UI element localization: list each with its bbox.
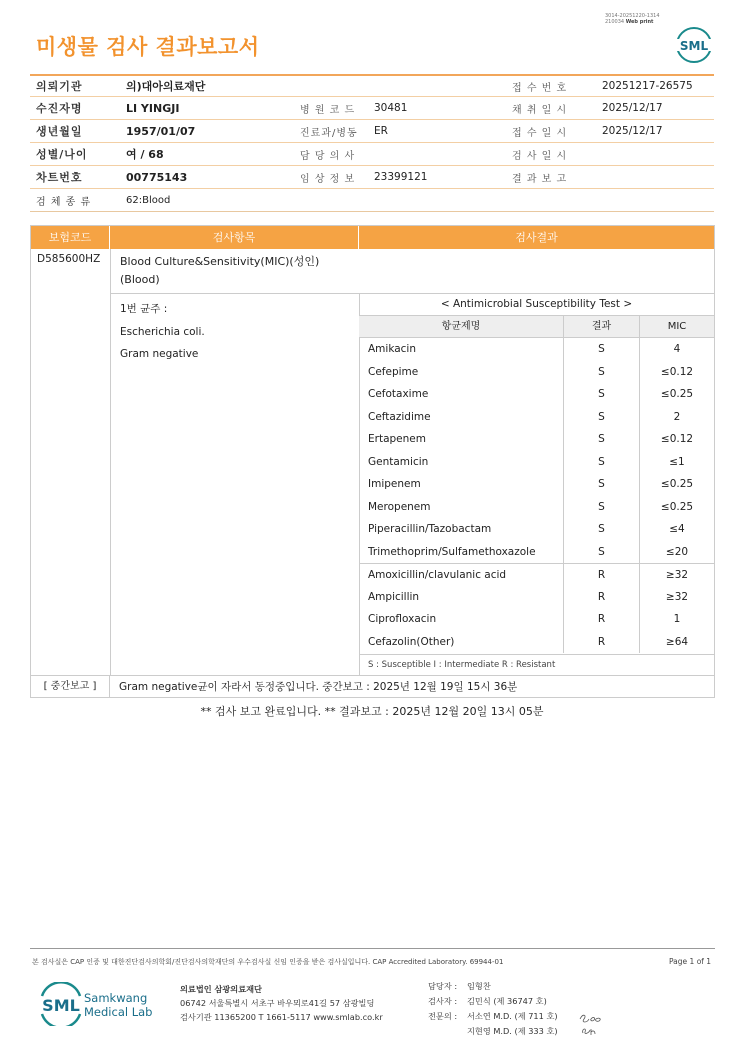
staff-name: 임형찬 xyxy=(467,981,491,991)
gram-stain: Gram negative xyxy=(120,348,199,360)
mic-value: ≤1 xyxy=(669,455,685,468)
staff-role: 전문의 : xyxy=(428,1011,458,1021)
info-value: 의)대아의료재단 xyxy=(126,80,206,93)
info-value: 30481 xyxy=(374,102,408,114)
ast-row xyxy=(359,608,714,631)
test-name-line1: Blood Culture&Sensitivity(MIC)(성인) xyxy=(120,255,320,268)
ast-row xyxy=(359,383,714,406)
organism-label: 1번 균주 : xyxy=(120,303,168,315)
page-number: Page 1 of 1 xyxy=(669,957,712,966)
ast-row xyxy=(359,406,714,429)
staff-role: 담당자 : xyxy=(428,981,458,991)
staff-name: 김민식 (제 36747 호) xyxy=(467,996,547,1006)
info-label: 결 과 보 고 xyxy=(512,173,568,185)
staff-row xyxy=(428,1024,558,1039)
susceptibility-result: S xyxy=(564,361,640,384)
print-meta-code: 210034 xyxy=(605,19,625,25)
print-meta-line1: 3014-20251220-1314 xyxy=(605,13,660,19)
header-insurance-code: 보험코드 xyxy=(31,226,110,249)
info-label: 차트번호 xyxy=(36,171,83,184)
drug-name: Amoxicillin/clavulanic acid xyxy=(359,564,564,586)
info-label: 채 취 일 시 xyxy=(512,104,568,116)
insurance-code: D585600HZ xyxy=(37,253,101,265)
org-name: 의료법인 삼광의료재단 xyxy=(180,984,262,994)
info-label: 검 사 일 시 xyxy=(512,150,568,162)
info-value: 2025/12/17 xyxy=(602,125,663,137)
mic-value: ≤4 xyxy=(669,523,685,535)
mic-value: ≤0.25 xyxy=(660,388,694,400)
ast-row xyxy=(359,361,714,384)
ast-legend: S : Susceptible I : Intermediate R : Resistant xyxy=(359,654,714,676)
ast-row xyxy=(359,428,714,451)
info-label: 진료과/병동 xyxy=(300,127,358,139)
drug-name: Ertapenem xyxy=(359,428,564,451)
ast-row xyxy=(359,451,714,474)
susceptibility-result: R xyxy=(564,564,640,586)
ast-header xyxy=(359,316,714,338)
staff-role: 검사자 : xyxy=(428,996,458,1006)
drug-name: Ciprofloxacin xyxy=(359,608,564,631)
info-value: 2025/12/17 xyxy=(602,102,663,114)
info-label: 접 수 번 호 xyxy=(512,82,568,94)
drug-name: Ceftazidime xyxy=(359,406,564,429)
drug-name: Cefepime xyxy=(359,361,564,384)
interim-report xyxy=(31,675,714,697)
susceptibility-result: R xyxy=(564,631,640,654)
susceptibility-result: S xyxy=(564,451,640,474)
info-label: 성별/나이 xyxy=(36,148,88,161)
accreditation-note: 본 검사실은 CAP 인증 및 대한진단검사의학회/진단검사의학재단의 우수검사실 신임 인증을 받은 검사실입니다. CAP Accredited Laboratory. 69944-01 xyxy=(32,958,504,966)
mic-value: ≥32 xyxy=(665,569,689,581)
staff-row xyxy=(428,1009,558,1024)
ast-header-mic: MIC xyxy=(667,321,687,332)
info-value: LI YINGJI xyxy=(126,101,180,115)
ast-header-drug: 항균제명 xyxy=(359,316,564,337)
header-test-item: 검사항목 xyxy=(110,226,359,249)
header-test-result: 검사결과 xyxy=(515,231,558,244)
info-value: ER xyxy=(374,125,388,137)
interim-label: [ 중간보고 ] xyxy=(31,676,110,697)
samkwang-logo-icon xyxy=(36,982,176,1026)
ast-row xyxy=(359,473,714,496)
drug-name: Amikacin xyxy=(359,338,564,361)
info-label: 담 당 의 사 xyxy=(300,150,356,162)
susceptibility-result: S xyxy=(564,338,640,361)
mic-value: ≥32 xyxy=(665,590,689,603)
mic-value: ≤0.12 xyxy=(660,365,694,378)
susceptibility-result: S xyxy=(564,541,640,564)
address: 06742 서울특별시 서초구 바우뫼로41길 57 삼광빌딩 xyxy=(180,998,375,1008)
susceptibility-result: R xyxy=(564,608,640,631)
ast-header-result: 결과 xyxy=(564,316,640,337)
info-row xyxy=(30,143,714,166)
ast-row xyxy=(359,541,714,564)
org-address xyxy=(180,982,383,1024)
mic-value: 1 xyxy=(673,613,681,625)
drug-name: Cefotaxime xyxy=(359,383,564,406)
drug-name: Meropenem xyxy=(359,496,564,519)
susceptibility-result: S xyxy=(564,518,640,541)
drug-name: Imipenem xyxy=(359,473,564,496)
drug-name: Cefazolin(Other) xyxy=(359,631,564,654)
ast-row xyxy=(359,631,714,654)
drug-name: Ampicillin xyxy=(359,586,564,609)
susceptibility-result: S xyxy=(564,383,640,406)
mic-value: 4 xyxy=(673,343,681,355)
result-table xyxy=(30,225,715,698)
mic-value: ≥64 xyxy=(665,635,689,648)
info-value: 여 / 68 xyxy=(126,148,164,161)
info-row xyxy=(30,97,714,120)
info-row xyxy=(30,166,714,189)
susceptibility-result: S xyxy=(564,428,640,451)
info-value: 23399121 xyxy=(374,171,428,183)
info-label: 병 원 코 드 xyxy=(300,104,356,116)
ast-table xyxy=(359,293,714,653)
contact: 검사기관 11365200 T 1661-5117 www.smlab.co.kr xyxy=(180,1012,383,1022)
ast-row xyxy=(359,496,714,519)
test-name xyxy=(120,253,319,289)
patient-info-table xyxy=(30,74,714,212)
info-label: 의뢰기관 xyxy=(36,80,83,93)
info-label: 수진자명 xyxy=(36,102,83,115)
staff-name: 서소연 M.D. (제 711 호) xyxy=(467,1011,558,1021)
info-label: 검 체 종 류 xyxy=(36,196,92,208)
sml-logo-text: SML xyxy=(679,39,709,53)
drug-name: Trimethoprim/Sulfamethoxazole xyxy=(359,541,564,564)
info-value: 62:Blood xyxy=(126,194,171,206)
ast-title: < Antimicrobial Susceptibility Test > xyxy=(359,293,714,316)
organism-info xyxy=(120,298,205,366)
result-body xyxy=(31,249,714,675)
info-value: 00775143 xyxy=(126,170,188,184)
info-value: 20251217-26575 xyxy=(602,80,693,92)
svg-text:Medical Lab: Medical Lab xyxy=(84,1005,153,1019)
final-report-line: ** 검사 보고 완료입니다. ** 결과보고 : 2025년 12월 20일 13시 05분 xyxy=(200,705,544,718)
interim-text: Gram negative균이 자라서 동정중입니다. 중간보고 : 2025년 12월 19일 15시 36분 xyxy=(119,681,518,693)
staff-row xyxy=(428,979,558,994)
staff-row xyxy=(428,994,558,1009)
info-label: 생년월일 xyxy=(36,125,83,138)
organism-name: Escherichia coli. xyxy=(120,325,205,338)
susceptibility-result: R xyxy=(564,586,640,609)
drug-name: Piperacillin/Tazobactam xyxy=(359,518,564,541)
test-name-line2: (Blood) xyxy=(120,273,160,286)
signature-icon xyxy=(577,1009,607,1039)
mic-value: ≤0.12 xyxy=(660,433,694,445)
susceptibility-result: S xyxy=(564,406,640,429)
report-title: 미생물 검사 결과보고서 xyxy=(36,35,260,59)
svg-text:SML: SML xyxy=(42,996,80,1015)
sml-logo-icon xyxy=(675,26,713,64)
info-label: 임 상 정 보 xyxy=(300,173,356,185)
info-row xyxy=(30,74,714,97)
susceptibility-result: S xyxy=(564,473,640,496)
mic-value: 2 xyxy=(673,410,681,423)
ast-row xyxy=(359,586,714,609)
print-meta-label: Web print xyxy=(625,19,654,25)
result-header xyxy=(31,226,714,249)
print-meta xyxy=(605,13,660,25)
staff-name: 지현영 M.D. (제 333 호) xyxy=(467,1026,558,1036)
info-label: 접 수 일 시 xyxy=(512,127,568,139)
drug-name: Gentamicin xyxy=(359,451,564,474)
ast-row xyxy=(359,518,714,541)
mic-value: ≤20 xyxy=(665,545,689,558)
svg-text:Samkwang: Samkwang xyxy=(84,991,148,1005)
susceptibility-result: S xyxy=(564,496,640,519)
info-value: 1957/01/07 xyxy=(126,124,196,138)
info-row xyxy=(30,120,714,143)
mic-value: ≤0.25 xyxy=(660,478,694,490)
mic-value: ≤0.25 xyxy=(660,500,694,513)
staff-list xyxy=(428,979,558,1039)
info-row xyxy=(30,189,714,212)
ast-row xyxy=(359,563,714,586)
ast-row xyxy=(359,338,714,361)
